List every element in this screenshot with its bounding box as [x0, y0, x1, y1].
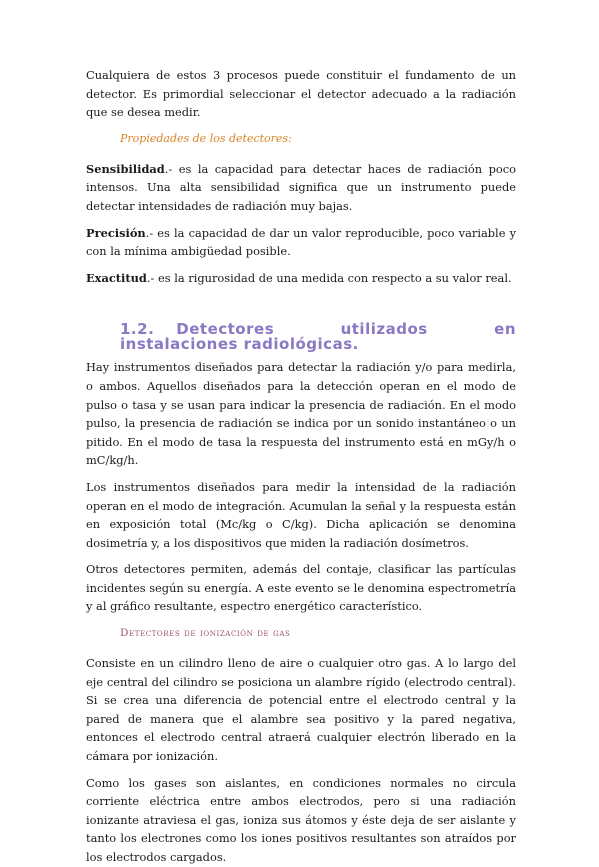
document-page — [86, 66, 516, 867]
properties-heading: Propiedades de los detectores: — [120, 131, 292, 145]
exactitud-paragraph — [86, 269, 516, 288]
section-paragraph-2: Los instrumentos diseñados para medir la intensidad de la radiación operan en el modo de integración. Acumulan la señal y la respuesta están en exposición total (Mc/kg o C/kg). Dicha aplicación se denomina dosimetría y, a los dispositivos que miden la radiación dosímetros. — [86, 479, 516, 550]
sensibilidad-term: Sensibilidad — [86, 161, 165, 176]
section-paragraph-3: Otros detectores permiten, además del contaje, clasificar las partículas incidentes según su energía. A este evento se le denomina espectrometría y al gráfico resultante, espectro energético característico. — [86, 562, 516, 614]
precision-term: Precisión — [86, 225, 146, 240]
sensibilidad-paragraph — [86, 160, 516, 216]
section-title — [86, 322, 516, 352]
precision-text: .- es la capacidad de dar un valor reproducible, poco variable y con la mínima ambigüedad posible. — [86, 225, 516, 259]
exactitud-text: .- es la rigurosidad de una medida con respecto a su valor real. — [146, 270, 512, 285]
subsection-heading: Detectores de ionización de gas — [120, 627, 291, 640]
subsection-paragraph-1: Consiste en un cilindro lleno de aire o cualquier otro gas. A lo largo del eje central del cilindro se posiciona un alambre rígido (electrodo central). Si se crea una diferencia de potencial entre el electrodo central y la pared de manera que el alambre sea positivo y la pared negativa, entonces el electrodo central atraerá cualquier electrón liberado en la cámara por ionización. — [86, 656, 516, 764]
intro-paragraph: Cualquiera de estos 3 procesos puede constituir el fundamento de un detector. Es primordial seleccionar el detector adecuado a la radiación que se desea medir. — [86, 68, 516, 120]
section-paragraph-1: Hay instrumentos diseñados para detectar la radiación y/o para medirla, o ambos. Aquellos diseñados para la detección operan en el modo de pulso o tasa y se usan para indicar la presencia de radiación. En el modo pulso, la presencia de radiación se indica por un sonido instantáneo o un pitido. En el modo de tasa la respuesta del instrumento está en mGy/h o mC/kg/h. — [86, 360, 516, 468]
sensibilidad-text: .- es la capacidad para detectar haces de radiación poco intensos. Una alta sensibilidad significa que un instrumento puede detectar intensidades de radiación muy bajas. — [86, 161, 516, 213]
subsection-paragraph-2: Como los gases son aislantes, en condiciones normales no circula corriente eléctrica entre ambos electrodos, pero si una radiación ionizante atraviesa el gas, ioniza sus átomos y éste deja de ser aislante y tanto los electrones como los iones positivos resultantes son atraídos por los electrodos cargados. — [86, 775, 516, 864]
precision-paragraph — [86, 224, 516, 261]
section-number: 1.2. — [120, 320, 155, 339]
section-title-text: Detectores utilizados en instalaciones radiológicas. — [120, 320, 516, 354]
exactitud-term: Exactitud — [86, 270, 147, 285]
